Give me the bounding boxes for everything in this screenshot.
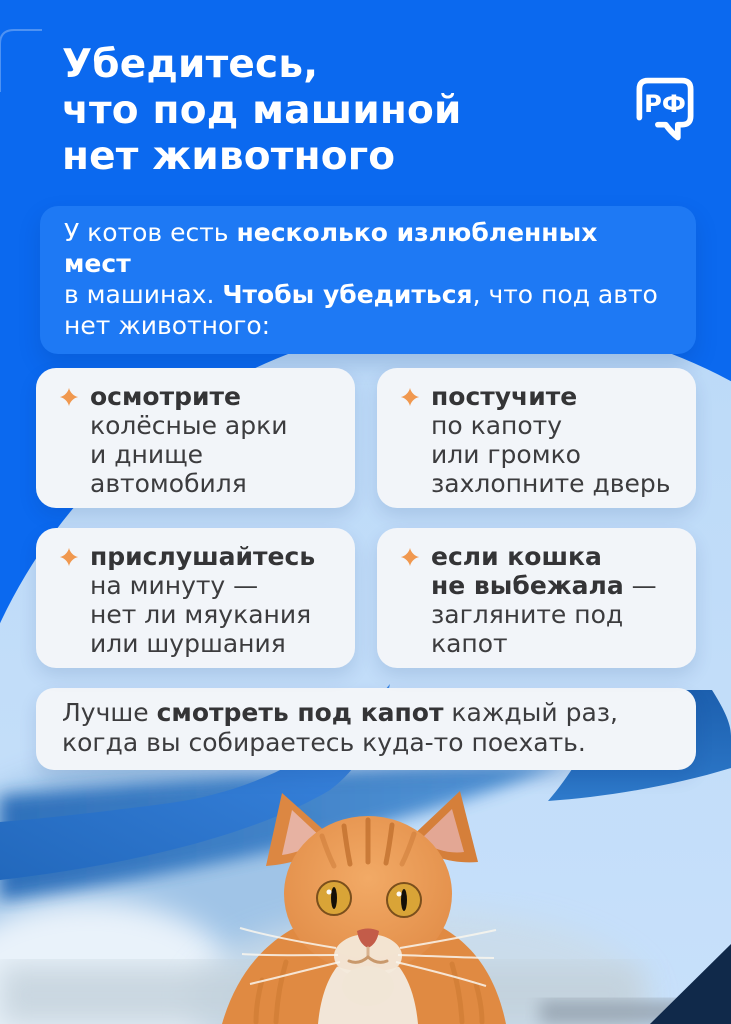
tip-card-check-hood xyxy=(377,528,696,668)
intro-text: У котов есть несколько излюбленных мест в машинах. Чтобы убедиться, что под авто нет животного: xyxy=(64,218,658,340)
diamond-icon xyxy=(58,546,80,568)
intro-card xyxy=(40,206,696,354)
tip-card-knock xyxy=(377,368,696,508)
diamond-icon xyxy=(399,546,421,568)
tip-card-inspect xyxy=(36,368,355,508)
logo-text: РФ xyxy=(644,89,686,118)
tips-grid xyxy=(36,368,696,668)
rf-logo xyxy=(629,72,701,156)
note-text: Лучше смотреть под капот каждый раз, когда вы собираетесь куда-то поехать. xyxy=(62,698,619,757)
title-line: что под машиной xyxy=(62,88,462,133)
title-line: Убедитесь, xyxy=(62,42,319,87)
diamond-icon xyxy=(399,386,421,408)
note-card xyxy=(36,688,696,770)
tip-card-listen xyxy=(36,528,355,668)
diamond-icon xyxy=(58,386,80,408)
title-line: нет животного xyxy=(62,134,396,179)
tip-text: если кошка не выбежала — загляните под капот xyxy=(431,542,657,658)
tip-text: осмотрите колёсные арки и днище автомобиля xyxy=(90,382,288,498)
tip-text: прислушайтесь на минуту — нет ли мяукания или шуршания xyxy=(90,542,316,658)
tip-text: постучите по капоту или громко захлопните дверь xyxy=(431,382,671,498)
page-title xyxy=(62,42,611,180)
